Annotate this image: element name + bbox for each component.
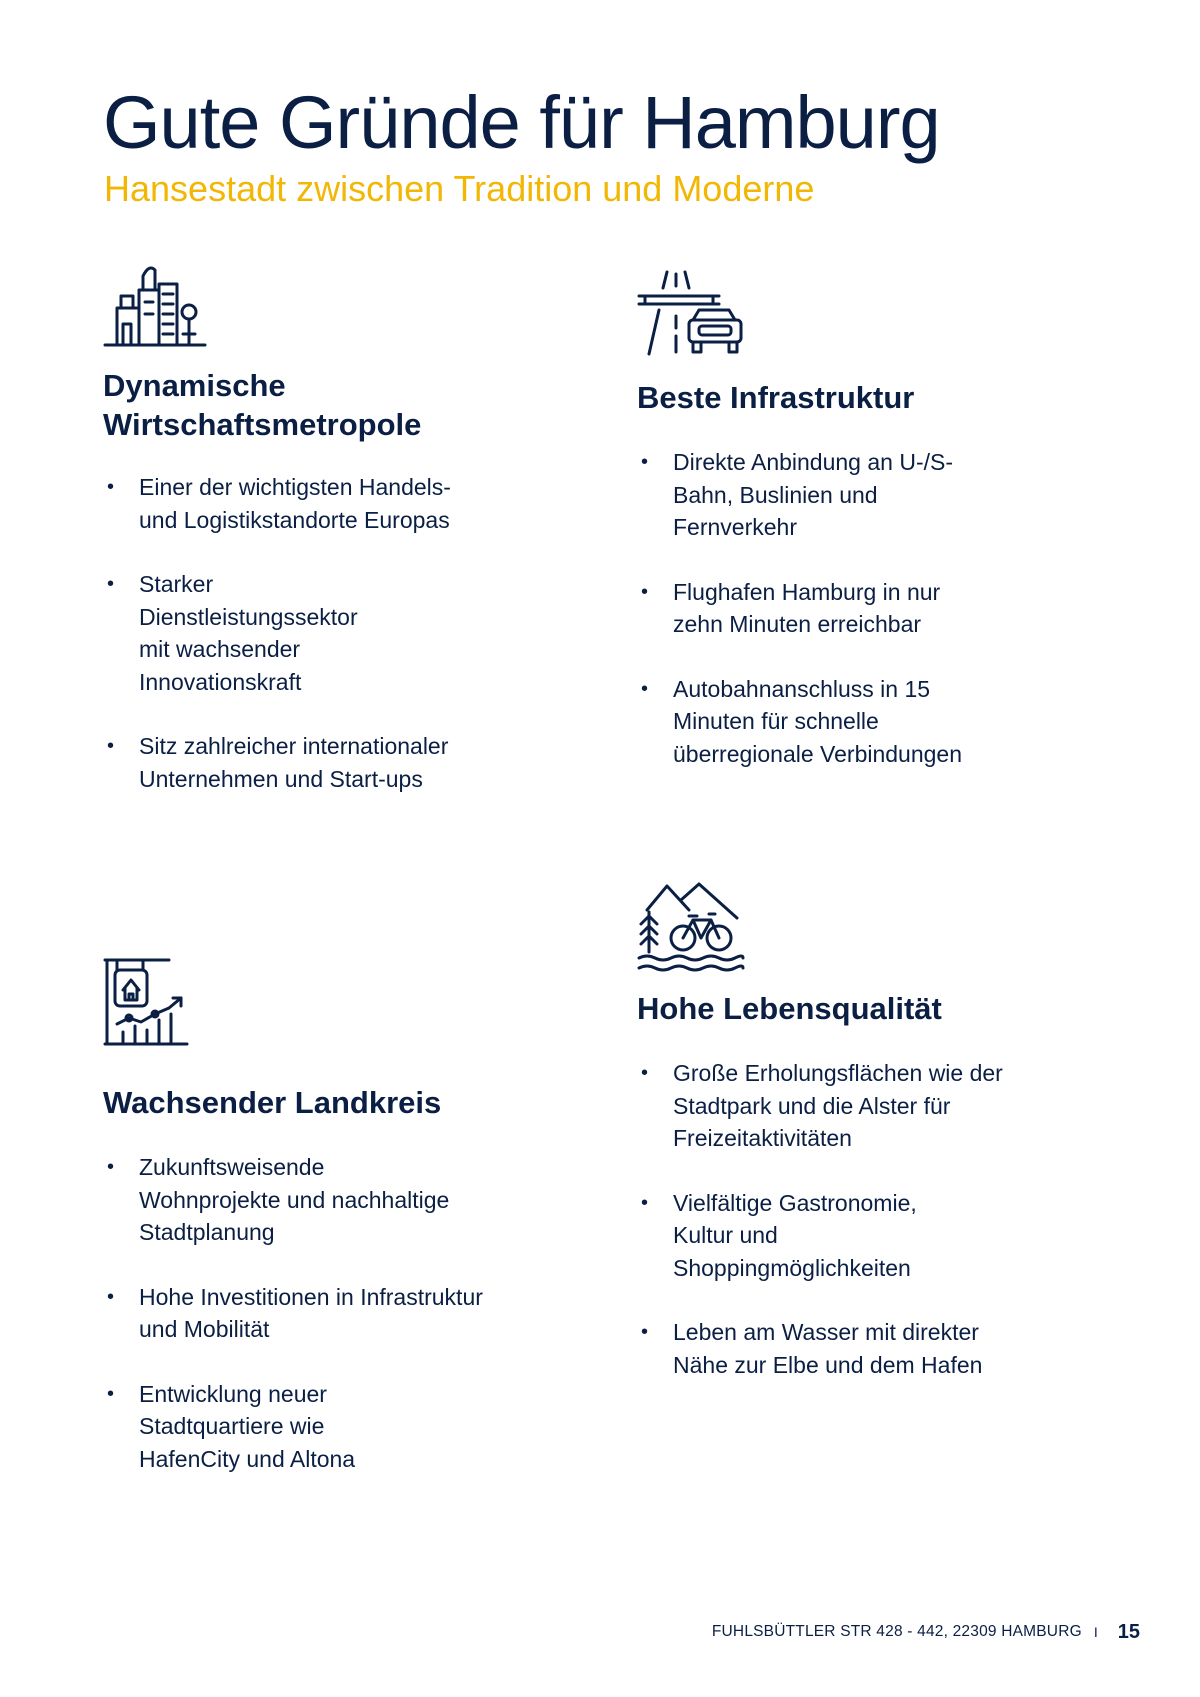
highway-car-icon — [637, 270, 749, 360]
section-title: Hohe Lebensqualität — [637, 991, 942, 1026]
section-title: Wachsender Landkreis — [103, 1085, 442, 1120]
list-item: • Direkte Anbindung an U-/S-Bahn, Buslinien und Fernverkehr — [637, 446, 973, 544]
real-estate-growth-icon — [103, 958, 189, 1048]
page-title: Gute Gründe für Hamburg — [103, 81, 940, 164]
section-title: Beste Infrastruktur — [637, 380, 915, 415]
list-item: • Entwicklung neuer Stadtquartiere wie HafenCity und Altona — [103, 1378, 409, 1476]
list-item: • Autobahnanschluss in 15 Minuten für schnelle überregionale Verbindungen — [637, 673, 1017, 771]
list-item: • Einer der wichtigsten Handels- und Logistikstandorte Europas — [103, 471, 483, 536]
footer-address: FUHLSBÜTTLER STR 428 - 442, 22309 HAMBURG — [711, 1623, 1082, 1640]
list-item: • Leben am Wasser mit direkter Nähe zur Elbe und dem Hafen — [637, 1316, 993, 1381]
city-skyline-icon — [103, 262, 207, 348]
nature-bicycle-icon — [637, 880, 745, 972]
page-subtitle: Hansestadt zwischen Tradition und Moderne — [104, 168, 815, 209]
list-item: • Flughafen Hamburg in nur zehn Minuten erreichbar — [637, 576, 973, 641]
list-item: • Sitz zahlreicher internationaler Unternehmen und Start-ups — [103, 730, 469, 795]
bullet-list — [637, 446, 1017, 802]
bullet-list — [103, 471, 483, 827]
page-number: 15 — [1117, 1620, 1140, 1643]
bullet-list — [103, 1151, 483, 1507]
list-item: • Hohe Investitionen in Infrastruktur und Mobilität — [103, 1281, 483, 1346]
page-footer — [712, 1620, 1140, 1644]
list-item: • Vielfältige Gastronomie, Kultur und Shoppingmöglichkeiten — [637, 1187, 973, 1285]
section-title: Dynamische Wirtschaftsmetropole — [103, 368, 422, 442]
list-item: • Starker Dienstleistungssektor mit wachsender Innovationskraft — [103, 568, 379, 698]
list-item: • Zukunftsweisende Wohnprojekte und nachhaltige Stadtplanung — [103, 1151, 459, 1249]
list-item: • Große Erholungsflächen wie der Stadtpark und die Alster für Freizeitaktivitäten — [637, 1057, 1003, 1155]
footer-separator: I — [1093, 1624, 1098, 1640]
bullet-list — [637, 1057, 1017, 1413]
